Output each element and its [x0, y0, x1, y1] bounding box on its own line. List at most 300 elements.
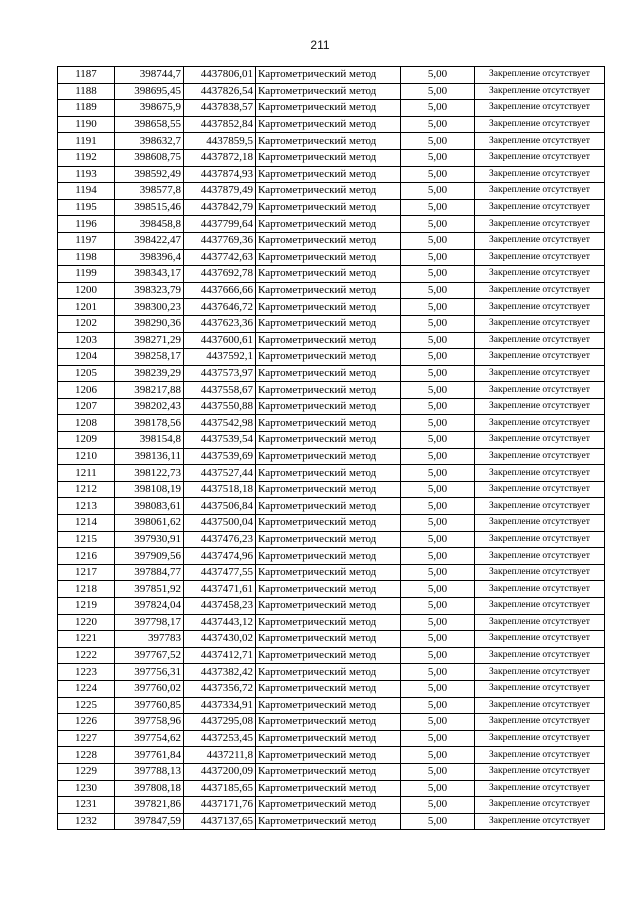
fixation-cell: Закрепление отсутствует	[475, 614, 605, 631]
fixation-cell: Закрепление отсутствует	[475, 481, 605, 498]
fixation-cell: Закрепление отсутствует	[475, 531, 605, 548]
point-number-cell: 1215	[58, 531, 115, 548]
y-coordinate-cell: 4437200,09	[184, 763, 256, 780]
x-coordinate-cell: 398592,49	[115, 166, 184, 183]
method-cell: Картометрический метод	[256, 199, 401, 216]
point-number-cell: 1210	[58, 448, 115, 465]
x-coordinate-cell: 398258,17	[115, 349, 184, 366]
y-coordinate-cell: 4437171,76	[184, 797, 256, 814]
error-cell: 5,00	[401, 647, 475, 664]
fixation-cell: Закрепление отсутствует	[475, 83, 605, 100]
y-coordinate-cell: 4437769,36	[184, 232, 256, 249]
y-coordinate-cell: 4437382,42	[184, 664, 256, 681]
method-cell: Картометрический метод	[256, 216, 401, 233]
x-coordinate-cell: 397847,59	[115, 813, 184, 830]
x-coordinate-cell: 397851,92	[115, 581, 184, 598]
fixation-cell: Закрепление отсутствует	[475, 697, 605, 714]
method-cell: Картометрический метод	[256, 797, 401, 814]
method-cell: Картометрический метод	[256, 697, 401, 714]
error-cell: 5,00	[401, 282, 475, 299]
error-cell: 5,00	[401, 780, 475, 797]
point-number-cell: 1232	[58, 813, 115, 830]
y-coordinate-cell: 4437874,93	[184, 166, 256, 183]
method-cell: Картометрический метод	[256, 598, 401, 615]
method-cell: Картометрический метод	[256, 680, 401, 697]
fixation-cell: Закрепление отсутствует	[475, 581, 605, 598]
table-row	[58, 349, 605, 366]
y-coordinate-cell: 4437838,57	[184, 100, 256, 117]
method-cell: Картометрический метод	[256, 149, 401, 166]
x-coordinate-cell: 398608,75	[115, 149, 184, 166]
y-coordinate-cell: 4437474,96	[184, 548, 256, 565]
fixation-cell: Закрепление отсутствует	[475, 515, 605, 532]
error-cell: 5,00	[401, 166, 475, 183]
point-number-cell: 1229	[58, 763, 115, 780]
table-row	[58, 232, 605, 249]
point-number-cell: 1205	[58, 365, 115, 382]
point-number-cell: 1213	[58, 498, 115, 515]
method-cell: Картометрический метод	[256, 299, 401, 316]
x-coordinate-cell: 397761,84	[115, 747, 184, 764]
point-number-cell: 1190	[58, 116, 115, 133]
table-row	[58, 183, 605, 200]
method-cell: Картометрический метод	[256, 133, 401, 150]
error-cell: 5,00	[401, 481, 475, 498]
y-coordinate-cell: 4437211,8	[184, 747, 256, 764]
error-cell: 5,00	[401, 714, 475, 731]
y-coordinate-cell: 4437412,71	[184, 647, 256, 664]
y-coordinate-cell: 4437471,61	[184, 581, 256, 598]
page-number: 211	[310, 38, 330, 52]
error-cell: 5,00	[401, 598, 475, 615]
error-cell: 5,00	[401, 498, 475, 515]
x-coordinate-cell: 398422,47	[115, 232, 184, 249]
table-row	[58, 166, 605, 183]
method-cell: Картометрический метод	[256, 67, 401, 84]
table-row	[58, 332, 605, 349]
table-row	[58, 365, 605, 382]
x-coordinate-cell: 397884,77	[115, 564, 184, 581]
point-number-cell: 1230	[58, 780, 115, 797]
method-cell: Картометрический метод	[256, 465, 401, 482]
x-coordinate-cell: 398744,7	[115, 67, 184, 84]
error-cell: 5,00	[401, 365, 475, 382]
point-number-cell: 1207	[58, 398, 115, 415]
table-row	[58, 199, 605, 216]
method-cell: Картометрический метод	[256, 100, 401, 117]
x-coordinate-cell: 397756,31	[115, 664, 184, 681]
error-cell: 5,00	[401, 432, 475, 449]
y-coordinate-cell: 4437742,63	[184, 249, 256, 266]
fixation-cell: Закрепление отсутствует	[475, 183, 605, 200]
error-cell: 5,00	[401, 100, 475, 117]
table-row	[58, 763, 605, 780]
table-row	[58, 315, 605, 332]
fixation-cell: Закрепление отсутствует	[475, 232, 605, 249]
point-number-cell: 1218	[58, 581, 115, 598]
error-cell: 5,00	[401, 813, 475, 830]
x-coordinate-cell: 397760,02	[115, 680, 184, 697]
method-cell: Картометрический метод	[256, 747, 401, 764]
error-cell: 5,00	[401, 763, 475, 780]
y-coordinate-cell: 4437185,65	[184, 780, 256, 797]
y-coordinate-cell: 4437542,98	[184, 415, 256, 432]
x-coordinate-cell: 398658,55	[115, 116, 184, 133]
x-coordinate-cell: 398122,73	[115, 465, 184, 482]
error-cell: 5,00	[401, 315, 475, 332]
fixation-cell: Закрепление отсутствует	[475, 548, 605, 565]
table-body	[58, 67, 605, 830]
fixation-cell: Закрепление отсутствует	[475, 797, 605, 814]
error-cell: 5,00	[401, 332, 475, 349]
table-row	[58, 697, 605, 714]
x-coordinate-cell: 397754,62	[115, 730, 184, 747]
table-row	[58, 67, 605, 84]
method-cell: Картометрический метод	[256, 730, 401, 747]
fixation-cell: Закрепление отсутствует	[475, 116, 605, 133]
error-cell: 5,00	[401, 564, 475, 581]
x-coordinate-cell: 398458,8	[115, 216, 184, 233]
point-number-cell: 1220	[58, 614, 115, 631]
point-number-cell: 1214	[58, 515, 115, 532]
fixation-cell: Закрепление отсутствует	[475, 166, 605, 183]
method-cell: Картометрический метод	[256, 763, 401, 780]
x-coordinate-cell: 397798,17	[115, 614, 184, 631]
x-coordinate-cell: 398396,4	[115, 249, 184, 266]
method-cell: Картометрический метод	[256, 813, 401, 830]
x-coordinate-cell: 398217,88	[115, 382, 184, 399]
table-row	[58, 415, 605, 432]
fixation-cell: Закрепление отсутствует	[475, 282, 605, 299]
table-row	[58, 680, 605, 697]
y-coordinate-cell: 4437826,54	[184, 83, 256, 100]
fixation-cell: Закрепление отсутствует	[475, 647, 605, 664]
error-cell: 5,00	[401, 183, 475, 200]
fixation-cell: Закрепление отсутствует	[475, 432, 605, 449]
point-number-cell: 1208	[58, 415, 115, 432]
y-coordinate-cell: 4437476,23	[184, 531, 256, 548]
point-number-cell: 1211	[58, 465, 115, 482]
point-number-cell: 1228	[58, 747, 115, 764]
x-coordinate-cell: 398323,79	[115, 282, 184, 299]
error-cell: 5,00	[401, 116, 475, 133]
error-cell: 5,00	[401, 199, 475, 216]
method-cell: Картометрический метод	[256, 282, 401, 299]
y-coordinate-cell: 4437666,66	[184, 282, 256, 299]
point-number-cell: 1231	[58, 797, 115, 814]
x-coordinate-cell: 397788,13	[115, 763, 184, 780]
error-cell: 5,00	[401, 697, 475, 714]
x-coordinate-cell: 398343,17	[115, 266, 184, 283]
table-row	[58, 249, 605, 266]
x-coordinate-cell: 398577,8	[115, 183, 184, 200]
x-coordinate-cell: 398154,8	[115, 432, 184, 449]
point-number-cell: 1203	[58, 332, 115, 349]
error-cell: 5,00	[401, 133, 475, 150]
fixation-cell: Закрепление отсутствует	[475, 763, 605, 780]
error-cell: 5,00	[401, 249, 475, 266]
method-cell: Картометрический метод	[256, 631, 401, 648]
y-coordinate-cell: 4437592,1	[184, 349, 256, 366]
fixation-cell: Закрепление отсутствует	[475, 315, 605, 332]
point-number-cell: 1222	[58, 647, 115, 664]
table-row	[58, 647, 605, 664]
fixation-cell: Закрепление отсутствует	[475, 813, 605, 830]
method-cell: Картометрический метод	[256, 448, 401, 465]
y-coordinate-cell: 4437253,45	[184, 730, 256, 747]
method-cell: Картометрический метод	[256, 332, 401, 349]
error-cell: 5,00	[401, 581, 475, 598]
method-cell: Картометрический метод	[256, 531, 401, 548]
fixation-cell: Закрепление отсутствует	[475, 100, 605, 117]
point-number-cell: 1199	[58, 266, 115, 283]
y-coordinate-cell: 4437539,54	[184, 432, 256, 449]
error-cell: 5,00	[401, 747, 475, 764]
fixation-cell: Закрепление отсутствует	[475, 199, 605, 216]
fixation-cell: Закрепление отсутствует	[475, 398, 605, 415]
x-coordinate-cell: 398202,43	[115, 398, 184, 415]
x-coordinate-cell: 397808,18	[115, 780, 184, 797]
method-cell: Картометрический метод	[256, 116, 401, 133]
method-cell: Картометрический метод	[256, 266, 401, 283]
y-coordinate-cell: 4437600,61	[184, 332, 256, 349]
fixation-cell: Закрепление отсутствует	[475, 349, 605, 366]
x-coordinate-cell: 398061,62	[115, 515, 184, 532]
y-coordinate-cell: 4437539,69	[184, 448, 256, 465]
error-cell: 5,00	[401, 216, 475, 233]
point-number-cell: 1191	[58, 133, 115, 150]
table-row	[58, 498, 605, 515]
point-number-cell: 1209	[58, 432, 115, 449]
error-cell: 5,00	[401, 415, 475, 432]
table-row	[58, 481, 605, 498]
point-number-cell: 1225	[58, 697, 115, 714]
error-cell: 5,00	[401, 614, 475, 631]
table-row	[58, 664, 605, 681]
y-coordinate-cell: 4437842,79	[184, 199, 256, 216]
table-row	[58, 100, 605, 117]
method-cell: Картометрический метод	[256, 349, 401, 366]
method-cell: Картометрический метод	[256, 398, 401, 415]
error-cell: 5,00	[401, 67, 475, 84]
method-cell: Картометрический метод	[256, 166, 401, 183]
point-number-cell: 1196	[58, 216, 115, 233]
table-row	[58, 747, 605, 764]
x-coordinate-cell: 398083,61	[115, 498, 184, 515]
point-number-cell: 1197	[58, 232, 115, 249]
table-row	[58, 531, 605, 548]
x-coordinate-cell: 398239,29	[115, 365, 184, 382]
fixation-cell: Закрепление отсутствует	[475, 365, 605, 382]
fixation-cell: Закрепление отсутствует	[475, 415, 605, 432]
y-coordinate-cell: 4437430,02	[184, 631, 256, 648]
method-cell: Картометрический метод	[256, 664, 401, 681]
fixation-cell: Закрепление отсутствует	[475, 216, 605, 233]
method-cell: Картометрический метод	[256, 564, 401, 581]
point-number-cell: 1194	[58, 183, 115, 200]
x-coordinate-cell: 397930,91	[115, 531, 184, 548]
table-row	[58, 797, 605, 814]
y-coordinate-cell: 4437477,55	[184, 564, 256, 581]
fixation-cell: Закрепление отсутствует	[475, 149, 605, 166]
point-number-cell: 1201	[58, 299, 115, 316]
fixation-cell: Закрепление отсутствует	[475, 249, 605, 266]
x-coordinate-cell: 398136,11	[115, 448, 184, 465]
y-coordinate-cell: 4437692,78	[184, 266, 256, 283]
table-row	[58, 714, 605, 731]
x-coordinate-cell: 398271,29	[115, 332, 184, 349]
method-cell: Картометрический метод	[256, 315, 401, 332]
fixation-cell: Закрепление отсутствует	[475, 714, 605, 731]
y-coordinate-cell: 4437295,08	[184, 714, 256, 731]
method-cell: Картометрический метод	[256, 614, 401, 631]
y-coordinate-cell: 4437872,18	[184, 149, 256, 166]
table-row	[58, 515, 605, 532]
method-cell: Картометрический метод	[256, 365, 401, 382]
method-cell: Картометрический метод	[256, 780, 401, 797]
y-coordinate-cell: 4437558,67	[184, 382, 256, 399]
error-cell: 5,00	[401, 299, 475, 316]
table-row	[58, 266, 605, 283]
table-row	[58, 282, 605, 299]
table-row	[58, 216, 605, 233]
point-number-cell: 1221	[58, 631, 115, 648]
fixation-cell: Закрепление отсутствует	[475, 664, 605, 681]
fixation-cell: Закрепление отсутствует	[475, 747, 605, 764]
fixation-cell: Закрепление отсутствует	[475, 332, 605, 349]
error-cell: 5,00	[401, 730, 475, 747]
table-row	[58, 149, 605, 166]
method-cell: Картометрический метод	[256, 432, 401, 449]
error-cell: 5,00	[401, 382, 475, 399]
error-cell: 5,00	[401, 83, 475, 100]
coordinates-table	[57, 66, 605, 830]
fixation-cell: Закрепление отсутствует	[475, 465, 605, 482]
y-coordinate-cell: 4437852,84	[184, 116, 256, 133]
error-cell: 5,00	[401, 797, 475, 814]
table-row	[58, 564, 605, 581]
error-cell: 5,00	[401, 515, 475, 532]
method-cell: Картометрический метод	[256, 249, 401, 266]
x-coordinate-cell: 398675,9	[115, 100, 184, 117]
table-row	[58, 398, 605, 415]
fixation-cell: Закрепление отсутствует	[475, 382, 605, 399]
fixation-cell: Закрепление отсутствует	[475, 631, 605, 648]
y-coordinate-cell: 4437443,12	[184, 614, 256, 631]
x-coordinate-cell: 398632,7	[115, 133, 184, 150]
method-cell: Картометрический метод	[256, 581, 401, 598]
x-coordinate-cell: 398290,36	[115, 315, 184, 332]
point-number-cell: 1217	[58, 564, 115, 581]
point-number-cell: 1200	[58, 282, 115, 299]
point-number-cell: 1227	[58, 730, 115, 747]
fixation-cell: Закрепление отсутствует	[475, 564, 605, 581]
error-cell: 5,00	[401, 548, 475, 565]
error-cell: 5,00	[401, 149, 475, 166]
y-coordinate-cell: 4437799,64	[184, 216, 256, 233]
fixation-cell: Закрепление отсутствует	[475, 67, 605, 84]
error-cell: 5,00	[401, 398, 475, 415]
fixation-cell: Закрепление отсутствует	[475, 780, 605, 797]
x-coordinate-cell: 398178,56	[115, 415, 184, 432]
y-coordinate-cell: 4437518,18	[184, 481, 256, 498]
point-number-cell: 1202	[58, 315, 115, 332]
error-cell: 5,00	[401, 680, 475, 697]
x-coordinate-cell: 397760,85	[115, 697, 184, 714]
table-row	[58, 432, 605, 449]
method-cell: Картометрический метод	[256, 415, 401, 432]
table-row	[58, 598, 605, 615]
x-coordinate-cell: 397909,56	[115, 548, 184, 565]
method-cell: Картометрический метод	[256, 515, 401, 532]
table-row	[58, 83, 605, 100]
y-coordinate-cell: 4437500,04	[184, 515, 256, 532]
method-cell: Картометрический метод	[256, 232, 401, 249]
method-cell: Картометрический метод	[256, 382, 401, 399]
fixation-cell: Закрепление отсутствует	[475, 730, 605, 747]
x-coordinate-cell: 397824,04	[115, 598, 184, 615]
table-row	[58, 465, 605, 482]
fixation-cell: Закрепление отсутствует	[475, 680, 605, 697]
point-number-cell: 1216	[58, 548, 115, 565]
y-coordinate-cell: 4437506,84	[184, 498, 256, 515]
x-coordinate-cell: 398108,19	[115, 481, 184, 498]
point-number-cell: 1187	[58, 67, 115, 84]
fixation-cell: Закрепление отсутствует	[475, 598, 605, 615]
x-coordinate-cell: 397821,86	[115, 797, 184, 814]
table-row	[58, 631, 605, 648]
y-coordinate-cell: 4437527,44	[184, 465, 256, 482]
y-coordinate-cell: 4437458,23	[184, 598, 256, 615]
point-number-cell: 1204	[58, 349, 115, 366]
error-cell: 5,00	[401, 465, 475, 482]
table-row	[58, 116, 605, 133]
table-row	[58, 448, 605, 465]
y-coordinate-cell: 4437859,5	[184, 133, 256, 150]
table-row	[58, 382, 605, 399]
y-coordinate-cell: 4437806,01	[184, 67, 256, 84]
method-cell: Картометрический метод	[256, 83, 401, 100]
y-coordinate-cell: 4437137,65	[184, 813, 256, 830]
table-row	[58, 813, 605, 830]
table-row	[58, 133, 605, 150]
fixation-cell: Закрепление отсутствует	[475, 299, 605, 316]
y-coordinate-cell: 4437334,91	[184, 697, 256, 714]
point-number-cell: 1212	[58, 481, 115, 498]
error-cell: 5,00	[401, 232, 475, 249]
point-number-cell: 1223	[58, 664, 115, 681]
x-coordinate-cell: 397783	[115, 631, 184, 648]
point-number-cell: 1188	[58, 83, 115, 100]
method-cell: Картометрический метод	[256, 481, 401, 498]
point-number-cell: 1189	[58, 100, 115, 117]
table-row	[58, 730, 605, 747]
y-coordinate-cell: 4437550,88	[184, 398, 256, 415]
y-coordinate-cell: 4437356,72	[184, 680, 256, 697]
error-cell: 5,00	[401, 631, 475, 648]
y-coordinate-cell: 4437623,36	[184, 315, 256, 332]
x-coordinate-cell: 398300,23	[115, 299, 184, 316]
method-cell: Картометрический метод	[256, 498, 401, 515]
table-row	[58, 614, 605, 631]
point-number-cell: 1198	[58, 249, 115, 266]
x-coordinate-cell: 398695,45	[115, 83, 184, 100]
error-cell: 5,00	[401, 448, 475, 465]
point-number-cell: 1224	[58, 680, 115, 697]
fixation-cell: Закрепление отсутствует	[475, 133, 605, 150]
method-cell: Картометрический метод	[256, 548, 401, 565]
table-row	[58, 548, 605, 565]
